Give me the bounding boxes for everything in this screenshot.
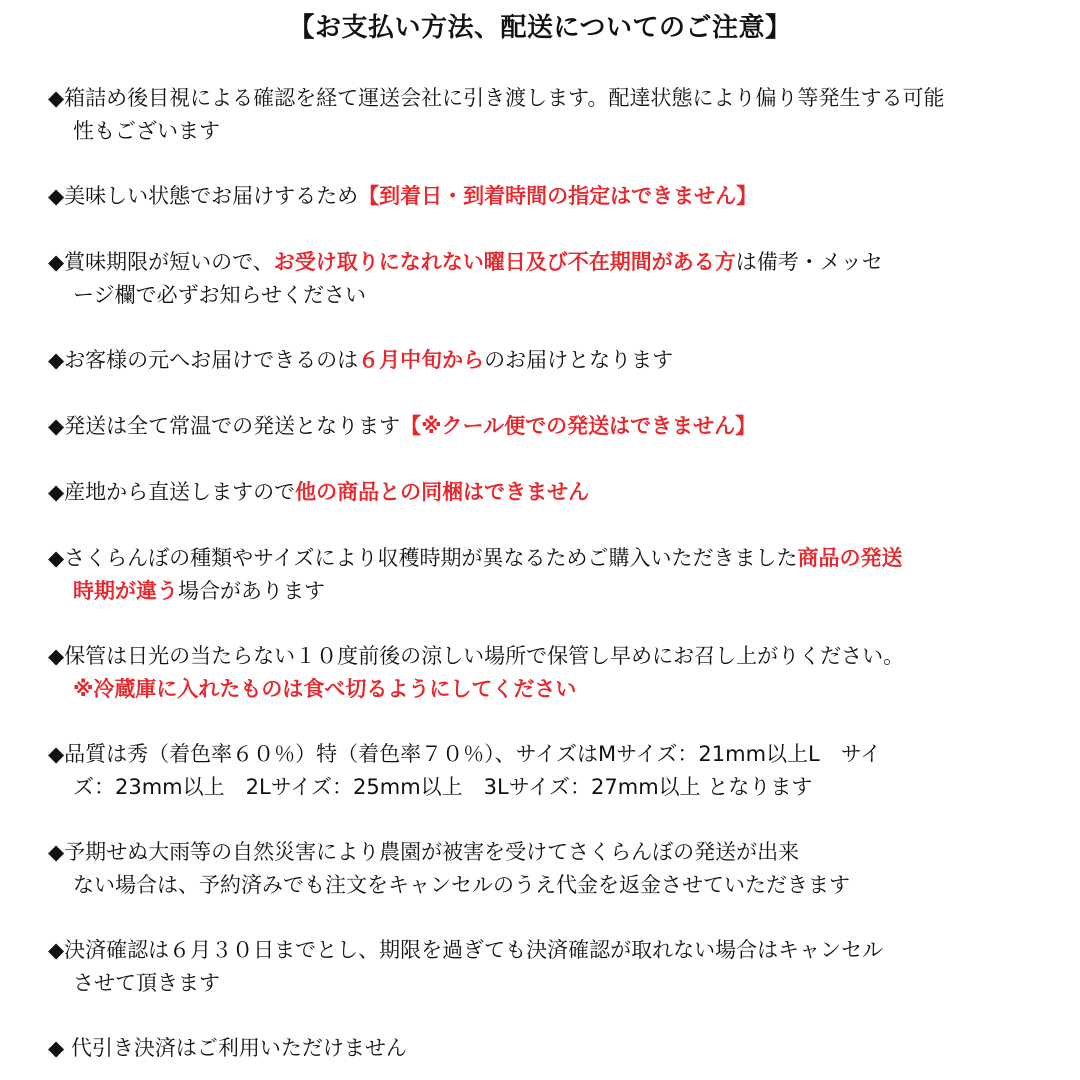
notice-line bbox=[48, 82, 1048, 115]
notice-line bbox=[48, 934, 1048, 967]
notice-item bbox=[48, 1032, 1048, 1065]
notice-text: させて頂きます bbox=[73, 971, 220, 995]
notice-text: ◆美味しい状態でお届けするため bbox=[48, 184, 359, 208]
notice-line bbox=[48, 738, 1048, 771]
notice-text: ズ：23mm以上 2Lサイズ：25mm以上 3Lサイズ：27mm以上 となります bbox=[73, 775, 813, 799]
notice-text: 性もございます bbox=[73, 119, 220, 143]
notice-line bbox=[48, 673, 1048, 706]
notice-emphasis: 【※クール便での発送はできません】 bbox=[400, 414, 757, 438]
notice-text: のお届けとなります bbox=[484, 348, 674, 372]
notice-line bbox=[48, 869, 1048, 902]
notice-emphasis: ６月中旬から bbox=[358, 348, 485, 372]
notice-item bbox=[48, 836, 1048, 902]
notice-emphasis: ※冷蔵庫に入れたものは食べ切るようにしてください bbox=[73, 677, 577, 701]
notice-item bbox=[48, 640, 1048, 706]
notice-emphasis: 時期が違う bbox=[73, 579, 178, 603]
notice-emphasis: 【到着日・到着時間の指定はできません】 bbox=[358, 184, 758, 208]
notice-emphasis: 他の商品との同梱はできません bbox=[295, 480, 590, 504]
notice-line bbox=[48, 476, 1048, 509]
notice-item bbox=[48, 738, 1048, 804]
notice-line bbox=[48, 967, 1048, 1000]
notice-text: ◆箱詰め後目視による確認を経て運送会社に引き渡します。配達状態により偏り等発生する可能 bbox=[48, 86, 945, 110]
notice-item bbox=[48, 934, 1048, 1000]
notice-line bbox=[48, 640, 1048, 673]
notice-text: ◆賞味期限が短いので、 bbox=[48, 250, 274, 274]
page-title: 【お支払い方法、配送についてのご注意】 bbox=[288, 13, 792, 43]
notice-line bbox=[48, 279, 1048, 312]
notice-item bbox=[48, 246, 1048, 312]
notice-item bbox=[48, 476, 1048, 509]
notice-item bbox=[48, 410, 1048, 443]
notice-text: ◆決済確認は６月３０日までとし、期限を過ぎても決済確認が取れない場合はキャンセル bbox=[48, 938, 884, 962]
notice-text: ◆発送は全て常温での発送となります bbox=[48, 414, 401, 438]
notice-text: ◆保管は日光の当たらない１０度前後の涼しい場所で保管し早めにお召し上がりください。 bbox=[48, 644, 905, 668]
notice-text: ない場合は、予約済みでも注文をキャンセルのうえ代金を返金させていただきます bbox=[73, 873, 850, 897]
notice-line bbox=[48, 1032, 1048, 1065]
notice-text: 場合があります bbox=[178, 579, 325, 603]
notice-line bbox=[48, 771, 1048, 804]
notice-text: ◆品質は秀（着色率６０％）特（着色率７０％）、サイズはMサイズ：21mm以上L サイ bbox=[48, 742, 882, 766]
notice-item bbox=[48, 180, 1048, 213]
notice-text: ◆産地から直送しますので bbox=[48, 480, 296, 504]
notice-line bbox=[48, 180, 1048, 213]
notice-text: ◆予期せぬ大雨等の自然災害により農園が被害を受けてさくらんぼの発送が出来 bbox=[48, 840, 800, 864]
notice-line bbox=[48, 836, 1048, 869]
notice-text: ◆さくらんぼの種類やサイズにより収穫時期が異なるためご購入いただきました bbox=[48, 546, 798, 570]
notice-text: は備考・メッセ bbox=[735, 250, 883, 274]
notice-line bbox=[48, 542, 1048, 575]
notice-text: ◆ 代引き決済はご利用いただけません bbox=[48, 1036, 407, 1060]
notice-item bbox=[48, 82, 1048, 148]
notice-text: ◆お客様の元へお届けできるのは bbox=[48, 348, 359, 372]
notice-emphasis: 商品の発送 bbox=[797, 546, 903, 570]
notice-line bbox=[48, 115, 1048, 148]
notice-line bbox=[48, 575, 1048, 608]
notice-emphasis: お受け取りになれない曜日及び不在期間がある方 bbox=[273, 250, 736, 274]
notice-text: ージ欄で必ずお知らせください bbox=[73, 283, 366, 307]
notice-line bbox=[48, 246, 1048, 279]
notice-item bbox=[48, 542, 1048, 608]
notice-line bbox=[48, 344, 1048, 377]
notice-item bbox=[48, 344, 1048, 377]
notice-line bbox=[48, 410, 1048, 443]
